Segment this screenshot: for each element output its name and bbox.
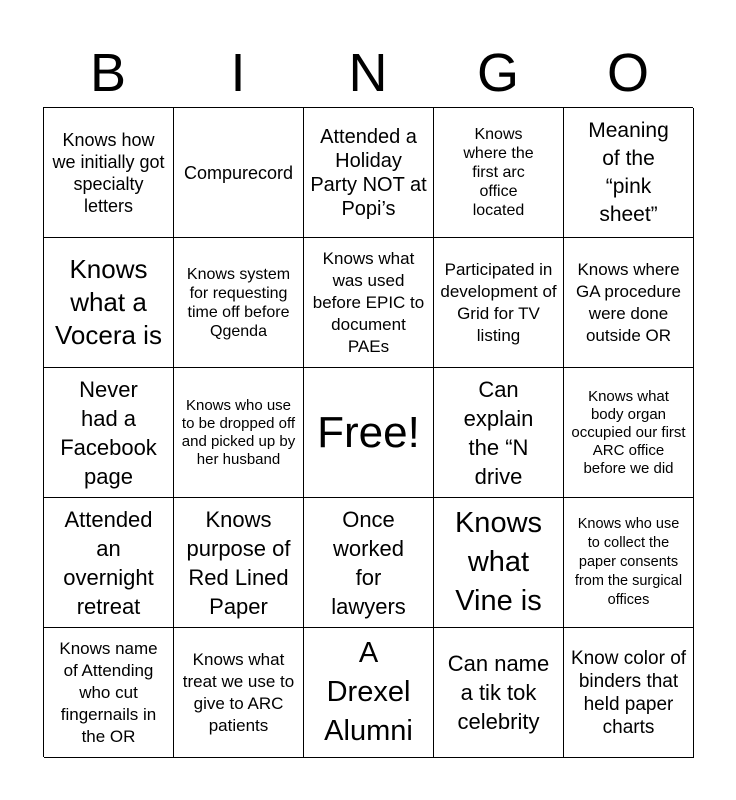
cell-text: Never had a Facebook page: [60, 376, 157, 489]
bingo-cell[interactable]: [564, 108, 694, 238]
bingo-cell[interactable]: [44, 368, 174, 498]
header-letter-b: B: [89, 43, 127, 103]
cell-text: Once worked for lawyers: [331, 506, 406, 619]
free-space-text: Free!: [317, 407, 420, 457]
cell-text: Know color of binders that held paper charts: [570, 647, 687, 738]
cell-text: Meaning of the “pink sheet”: [588, 118, 669, 226]
bingo-cell[interactable]: [174, 498, 304, 628]
cell-text: Knows who use to collect the paper consents from the surgical offices: [574, 516, 683, 608]
bingo-card-grid: [43, 107, 693, 757]
bingo-cell[interactable]: [564, 498, 694, 628]
bingo-cell[interactable]: [564, 368, 694, 498]
cell-text: Knows where GA procedure were done outside OR: [576, 259, 681, 345]
header-letter-n: N: [348, 43, 388, 103]
bingo-cell[interactable]: [434, 108, 564, 238]
cell-text: Knows system for requesting time off before Qgenda: [186, 265, 291, 340]
header-letter-g: G: [476, 43, 519, 103]
bingo-cell[interactable]: [174, 238, 304, 368]
bingo-cell[interactable]: [304, 108, 434, 238]
bingo-cell[interactable]: [434, 628, 564, 758]
bingo-cell[interactable]: [44, 498, 174, 628]
bingo-cell[interactable]: [174, 368, 304, 498]
cell-text: Can explain the “N drive: [463, 376, 534, 489]
bingo-cell[interactable]: [44, 238, 174, 368]
cell-text: Knows what Vine is: [454, 507, 543, 617]
bingo-cell[interactable]: [434, 238, 564, 368]
cell-text: Can name a tik tok celebrity: [447, 651, 550, 734]
bingo-cell[interactable]: [44, 628, 174, 758]
bingo-cell[interactable]: [434, 498, 564, 628]
bingo-header: [43, 38, 693, 108]
bingo-cell[interactable]: [564, 628, 694, 758]
cell-text: Attended an overnight retreat: [63, 506, 154, 619]
cell-text: Knows what treat we use to give to ARC patients: [182, 649, 295, 735]
cell-text: Knows what a Vocera is: [55, 254, 162, 350]
bingo-cell[interactable]: [304, 498, 434, 628]
cell-text: Attended a Holiday Party NOT at Popi’s: [310, 125, 427, 220]
bingo-cell[interactable]: [564, 238, 694, 368]
header-letter-o: O: [606, 43, 649, 103]
cell-text: Compurecord: [183, 162, 294, 183]
cell-text: Knows name of Attending who cut fingernails in the OR: [59, 638, 158, 746]
free-space-cell[interactable]: [304, 368, 434, 498]
cell-text: Knows what body organ occupied our first ARC office before we did: [571, 387, 686, 477]
cell-text: A Drexel Alumni: [324, 637, 413, 747]
header-letter-i: I: [230, 43, 246, 103]
cell-text: Knows who use to be dropped off and picked up by her husband: [181, 396, 296, 468]
bingo-cell[interactable]: [434, 368, 564, 498]
cell-text: Knows purpose of Red Lined Paper: [186, 506, 291, 619]
cell-text: Knows where the first arc office located: [463, 126, 534, 219]
bingo-cell[interactable]: [174, 628, 304, 758]
bingo-cell[interactable]: [304, 238, 434, 368]
bingo-cell[interactable]: [174, 108, 304, 238]
bingo-cell[interactable]: [44, 108, 174, 238]
cell-text: Knows what was used before EPIC to document PAEs: [312, 248, 425, 356]
cell-text: Participated in development of Grid for TV listing: [440, 259, 557, 345]
bingo-cell[interactable]: [304, 628, 434, 758]
cell-text: Knows how we initially got specialty letters: [52, 129, 165, 216]
